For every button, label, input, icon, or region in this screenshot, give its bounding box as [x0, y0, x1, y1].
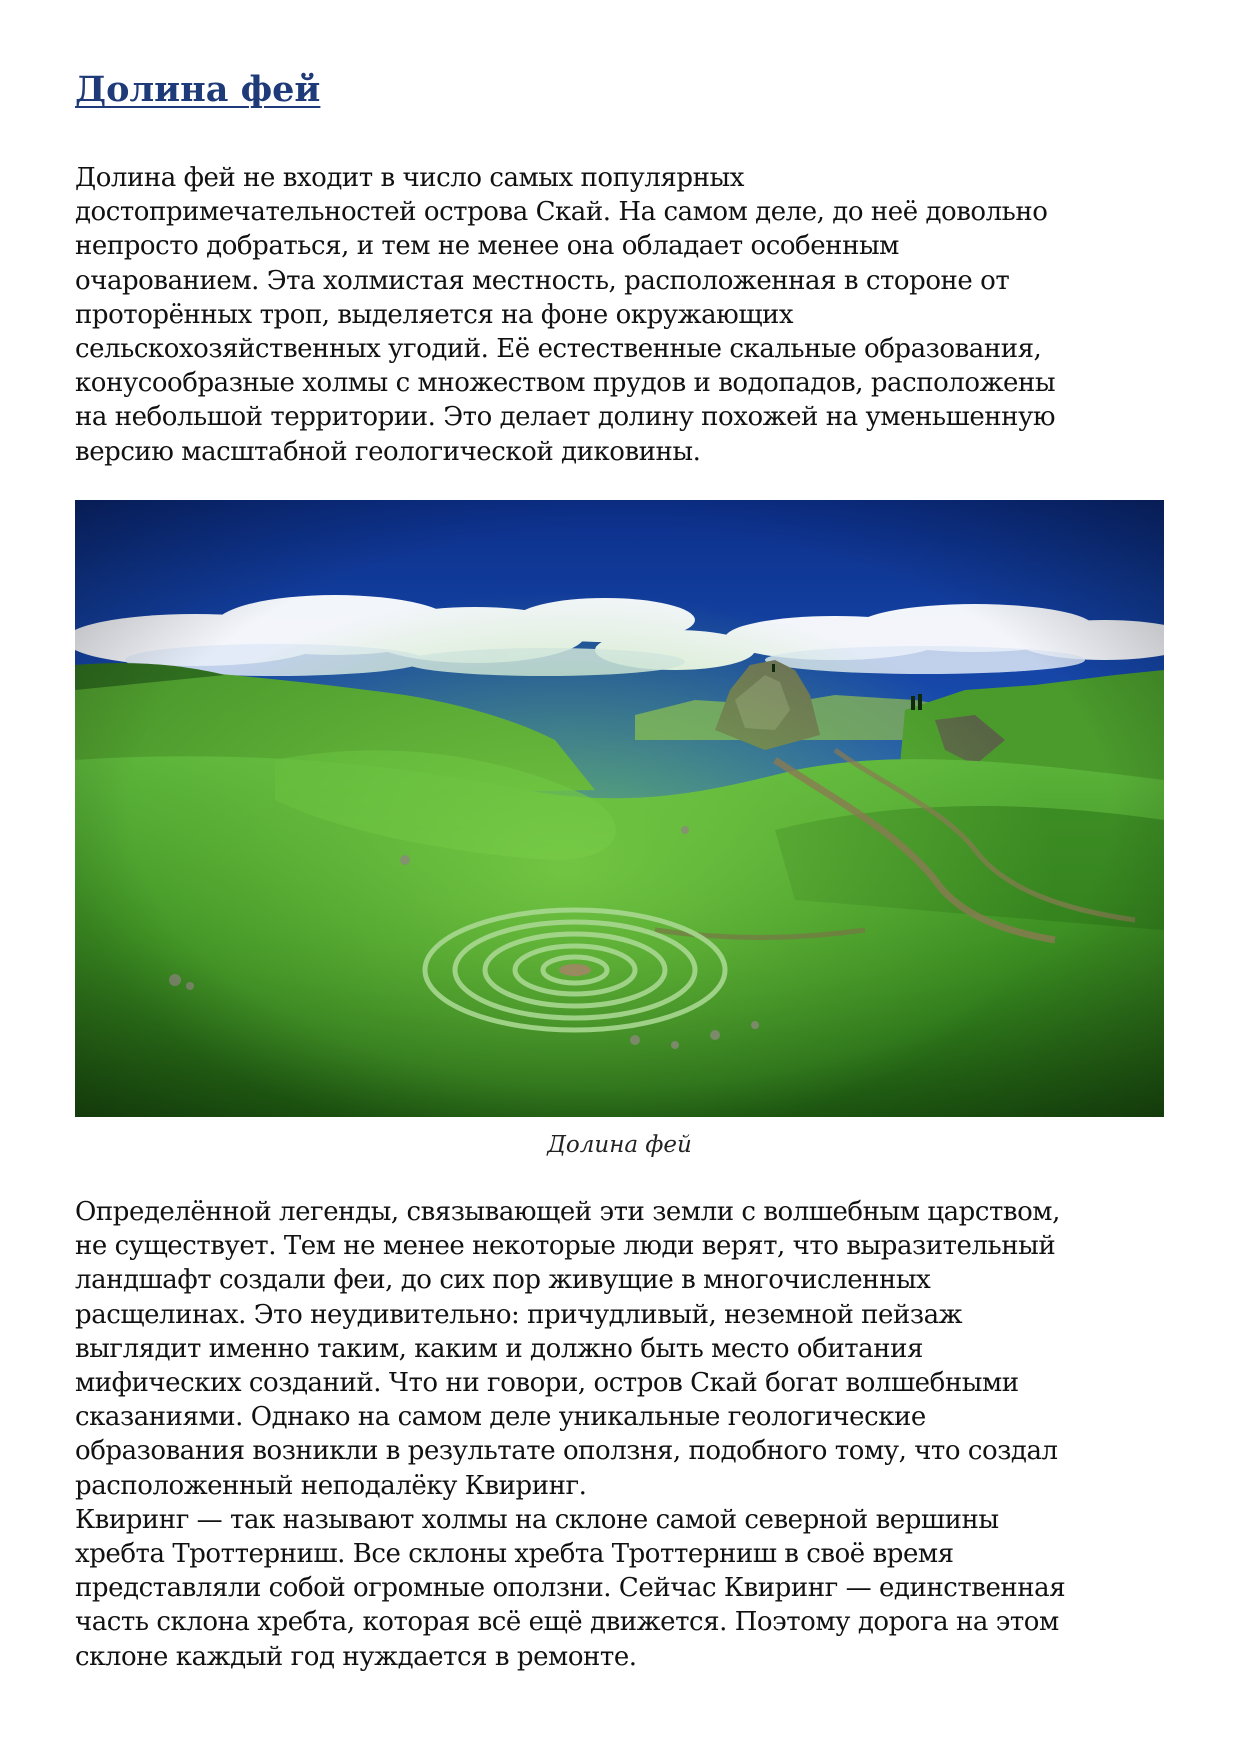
text-line: расщелинах. Это неудивительно: причудливый, неземной пейзаж — [75, 1299, 963, 1330]
paragraph-intro — [75, 161, 1055, 469]
text-line: не существует. Тем не менее некоторые люди верят, что выразительный — [75, 1231, 1056, 1262]
landscape-photo — [75, 500, 1164, 1117]
text-line: сельскохозяйственных угодий. Её естественные скальные образования, — [75, 334, 1042, 365]
text-line: Долина фей не входит в число самых популярных — [75, 163, 744, 193]
text-line: на небольшой территории. Это делает долину похожей на уменьшенную — [75, 402, 1056, 433]
text-line: проторённых троп, выделяется на фоне окружающих — [75, 299, 794, 330]
text-line: представляли собой огромные оползни. Сейчас Квиринг — единственная — [75, 1573, 1066, 1604]
paragraph-legend — [75, 1195, 1065, 1674]
page-title: Долина фей — [75, 69, 321, 110]
text-line: непросто добраться, и тем не менее она обладает особенным — [75, 231, 899, 262]
text-line: хребта Троттерниш. Все склоны хребта Троттерниш в своё время — [75, 1539, 954, 1570]
text-line: склоне каждый год нуждается в ремонте. — [75, 1641, 637, 1672]
text-line: конусообразные холмы с множеством прудов и водопадов, расположены — [75, 368, 1056, 399]
text-line: достопримечательностей острова Скай. На самом деле, до неё довольно — [75, 197, 1048, 228]
text-line: Квиринг — так называют холмы на склоне самой северной вершины — [75, 1504, 999, 1535]
text-line: часть склона хребта, которая всё ещё движется. Поэтому дорога на этом — [75, 1607, 1059, 1638]
text-line: сказаниями. Однако на самом деле уникальные геологические — [75, 1402, 926, 1433]
text-line: очарованием. Эта холмистая местность, расположенная в стороне от — [75, 265, 1010, 296]
text-line: ландшафт создали феи, до сих пор живущие в многочисленных — [75, 1265, 931, 1296]
text-line: Определённой легенды, связывающей эти земли с волшебным царством, — [75, 1197, 1060, 1227]
text-line: версию масштабной геологической диковины. — [75, 436, 701, 467]
text-line: выглядит именно таким, каким и должно быть место обитания — [75, 1333, 923, 1364]
text-line: мифических созданий. Что ни говори, остров Скай богат волшебными — [75, 1368, 1019, 1399]
figure-caption: Долина фей — [547, 1132, 692, 1158]
text-line: расположенный неподалёку Квиринг. — [75, 1470, 587, 1501]
text-line: образования возникли в результате оползня, подобного тому, что создал — [75, 1436, 1058, 1467]
